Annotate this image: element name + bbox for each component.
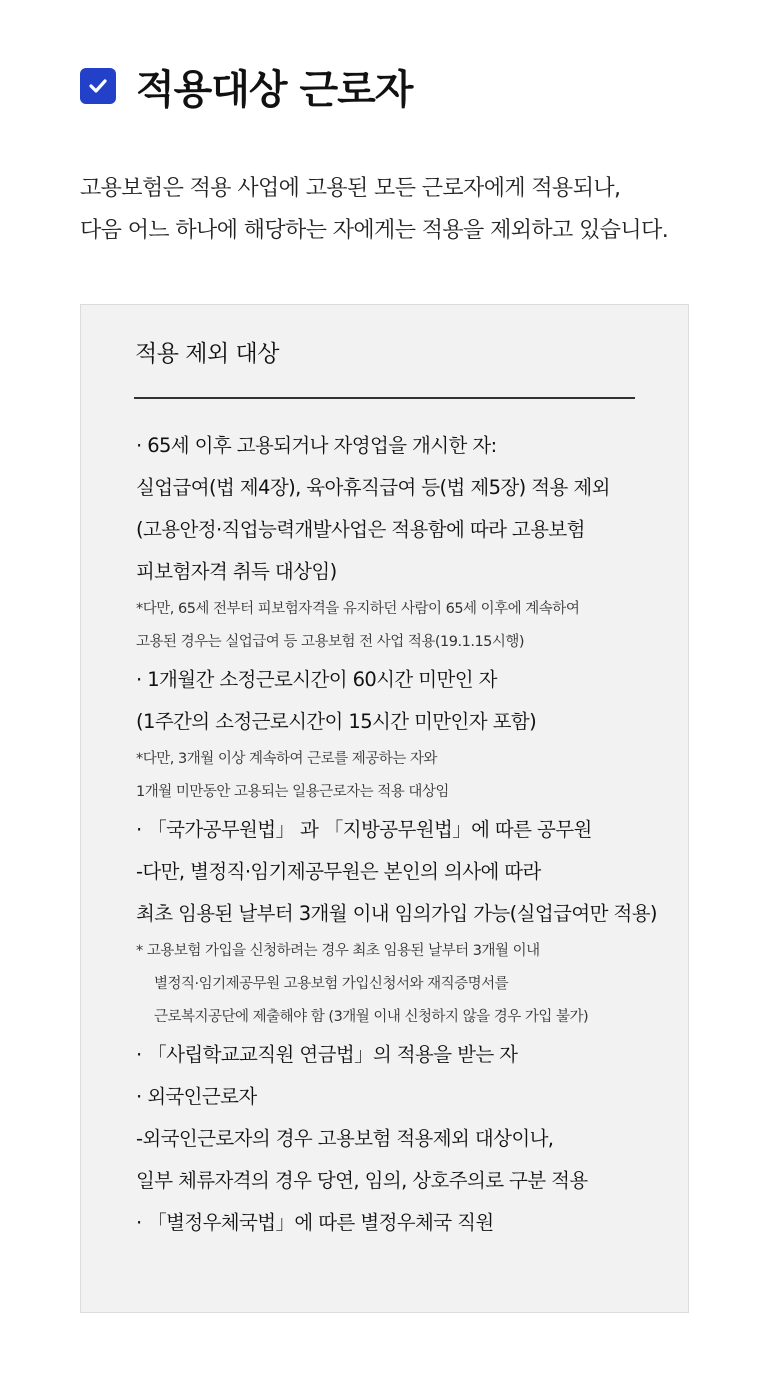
exclusion-list bbox=[136, 425, 676, 1244]
exclusion-item: · 「별정우체국법」에 따른 별정우체국 직원 bbox=[136, 1211, 494, 1234]
exclusion-detail: (고용안정·직업능력개발사업은 적용함에 따라 고용보험 bbox=[136, 518, 585, 541]
checkbox-checked-icon bbox=[80, 68, 116, 104]
exclusion-detail: 일부 체류자격의 경우 당연, 임의, 상호주의로 구분 적용 bbox=[136, 1169, 588, 1192]
exclusion-item: · 「국가공무원법」 과 「지방공무원법」에 따른 공무원 bbox=[136, 818, 592, 841]
exclusion-item: · 1개월간 소정근로시간이 60시간 미만인 자 bbox=[136, 668, 497, 691]
exclusion-item: · 「사립학교교직원 연금법」의 적용을 받는 자 bbox=[136, 1043, 518, 1066]
exclusion-box-title: 적용 제외 대상 bbox=[135, 341, 279, 367]
exclusion-note: *다만, 3개월 이상 계속하여 근로를 제공하는 자와 bbox=[136, 751, 437, 767]
exclusion-note: * 고용보험 가입을 신청하려는 경우 최초 임용된 날부터 3개월 이내 bbox=[136, 943, 540, 959]
exclusion-note: 고용된 경우는 실업급여 등 고용보험 전 사업 적용(19.1.15시행) bbox=[136, 634, 525, 650]
exclusion-box bbox=[80, 304, 689, 1313]
exclusion-note: *다만, 65세 전부터 피보험자격을 유지하던 사람이 65세 이후에 계속하여 bbox=[136, 601, 580, 617]
page-title: 적용대상 근로자 bbox=[136, 66, 413, 113]
intro-line: 고용보험은 적용 사업에 고용된 모든 근로자에게 적용되나, bbox=[80, 176, 621, 201]
section-header bbox=[80, 58, 412, 114]
exclusion-detail: -다만, 별정직·임기제공무원은 본인의 의사에 따라 bbox=[136, 860, 541, 883]
intro-text bbox=[80, 168, 720, 252]
exclusion-detail: -외국인근로자의 경우 고용보험 적용제외 대상이나, bbox=[136, 1127, 554, 1150]
exclusion-note: 근로복지공단에 제출해야 함 (3개월 이내 신청하지 않을 경우 가입 불가) bbox=[154, 1009, 589, 1025]
exclusion-detail: (1주간의 소정근로시간이 15시간 미만인자 포함) bbox=[136, 710, 537, 733]
exclusion-note: 1개월 미만동안 고용되는 일용근로자는 적용 대상임 bbox=[136, 784, 449, 800]
exclusion-item: · 65세 이후 고용되거나 자영업을 개시한 자: bbox=[136, 434, 497, 457]
divider bbox=[134, 397, 635, 399]
exclusion-detail: 피보험자격 취득 대상임) bbox=[136, 560, 337, 583]
exclusion-note: 별정직·임기제공무원 고용보험 가입신청서와 재직증명서를 bbox=[154, 976, 509, 992]
exclusion-detail: 실업급여(법 제4장), 육아휴직급여 등(법 제5장) 적용 제외 bbox=[136, 476, 610, 499]
exclusion-detail: 최초 임용된 날부터 3개월 이내 임의가입 가능(실업급여만 적용) bbox=[136, 902, 657, 925]
intro-line: 다음 어느 하나에 해당하는 자에게는 적용을 제외하고 있습니다. bbox=[80, 218, 669, 243]
exclusion-item: · 외국인근로자 bbox=[136, 1085, 257, 1108]
